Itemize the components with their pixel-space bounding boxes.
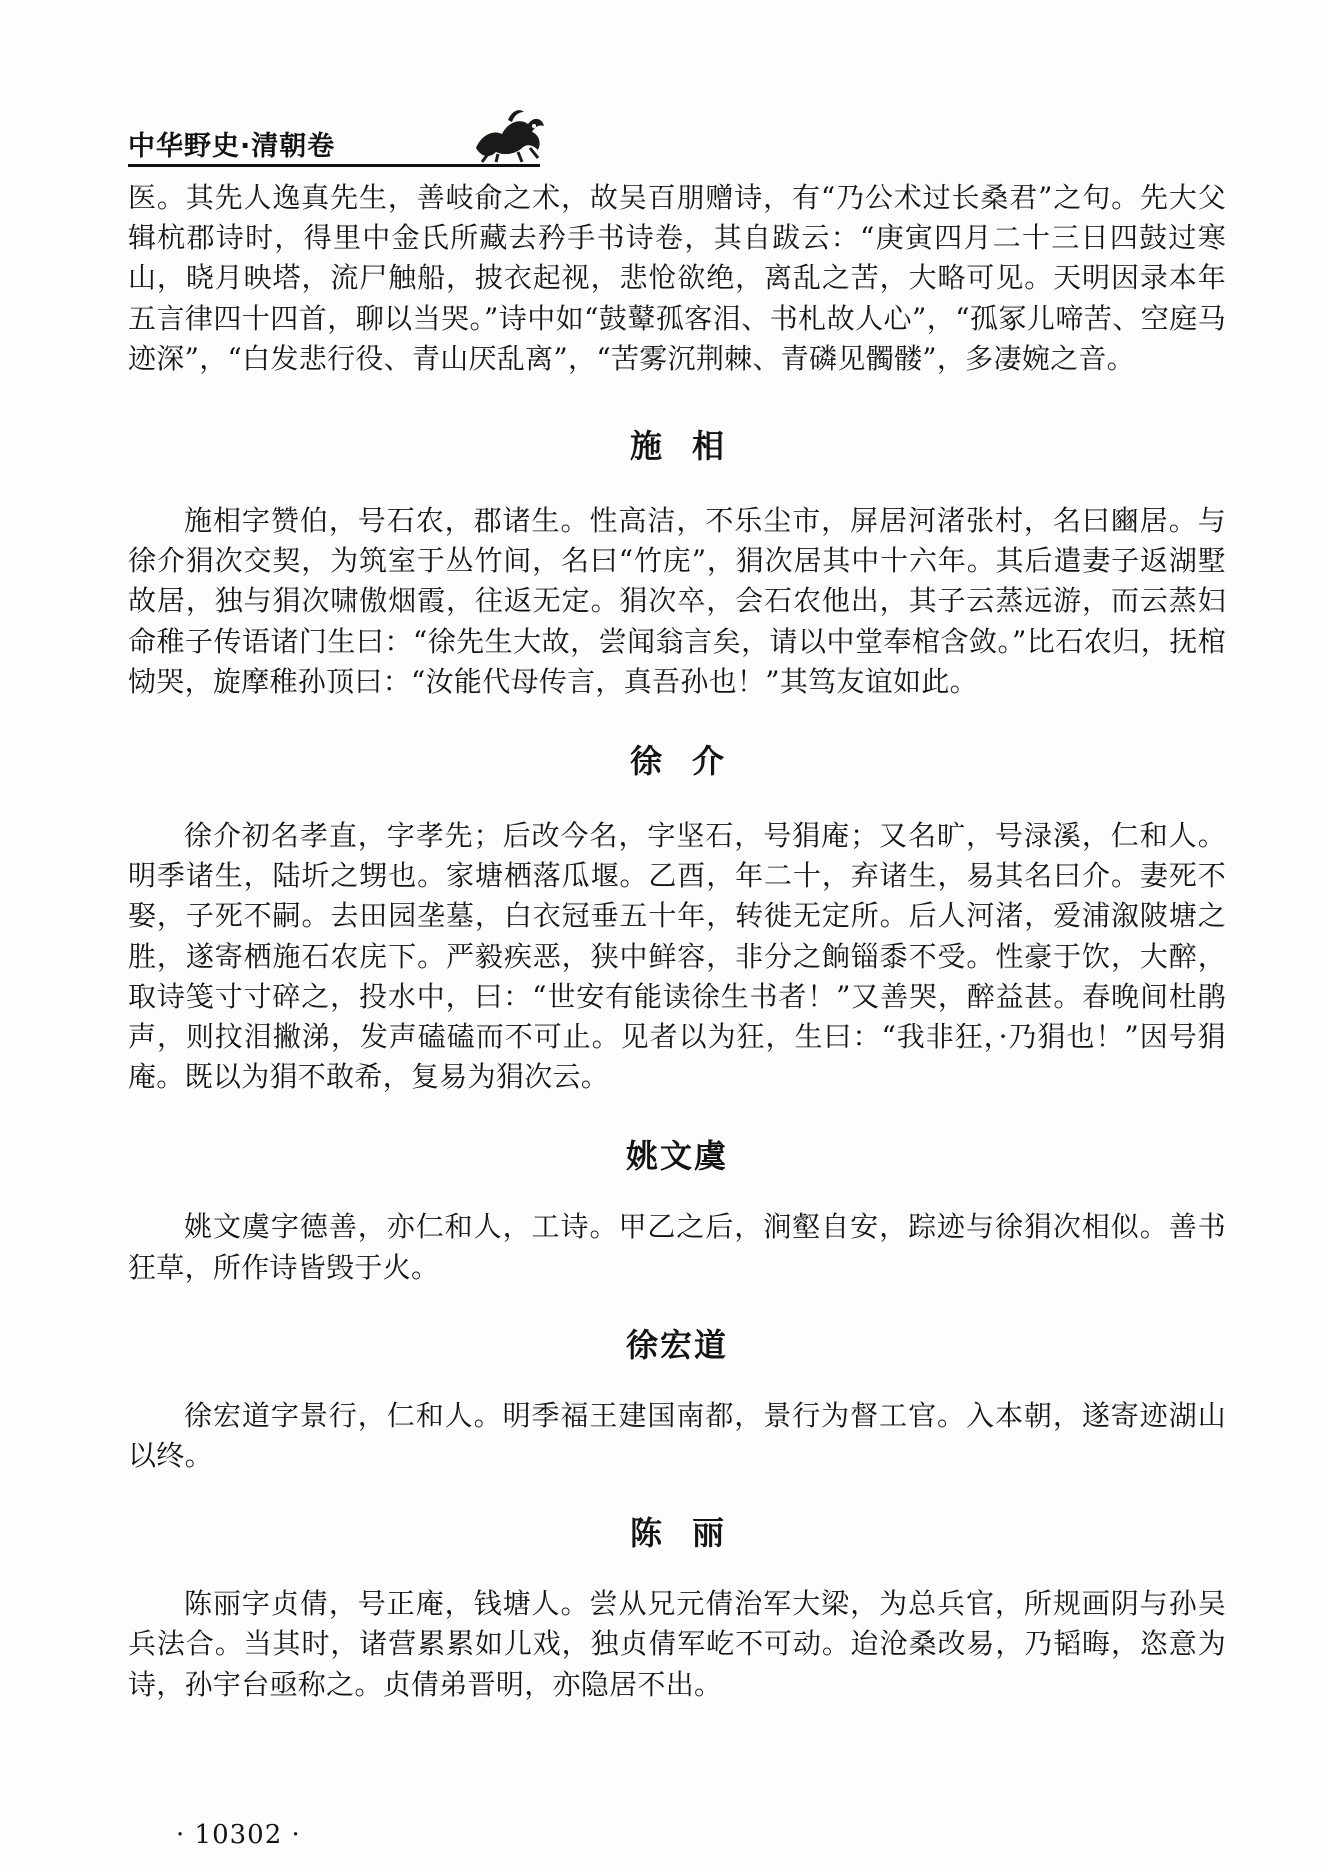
dragon-logo-icon	[468, 104, 550, 164]
paragraph: 姚文虞字德善，亦仁和人，工诗。甲乙之后，涧壑自安，踪迹与徐狷次相似。善书狂草，所作诗皆毁于火。	[128, 1210, 1226, 1284]
section-heading: 陈丽	[629, 1514, 754, 1553]
section-heading: 徐介	[629, 742, 754, 781]
paragraph-continued: 医。其先人逸真先生，善岐俞之术，故吴百朋赠诗，有“乃公术过长桑君”之句。先大父辑杭郡诗时，得里中金氏所藏去矜手书诗卷，其自跋云：“庚寅四月二十三日四鼓过寒山，晓月映塔，流尸触船，披衣起视，悲怆欲绝，离乱之苦，大略可见。天明因录本年五言律四十四首，聊以当哭。”诗中如“鼓鼙孤客泪、书札故人心”，“孤冢儿啼苦、空庭马迹深”，“白发悲行役、青山厌乱离”，“苦雾沉荆棘、青磷见髑髅”，多凄婉之音。	[128, 181, 1226, 375]
running-header	[128, 118, 540, 170]
section-heading: 徐宏道	[625, 1325, 728, 1364]
header-rule	[128, 164, 540, 167]
page-number: · 10302 ·	[176, 1820, 301, 1850]
section-heading: 施相	[629, 427, 754, 466]
paragraph: 徐介初名孝直，字孝先；后改今名，字坚石，号狷庵；又名旷，号渌溪，仁和人。明季诸生，陆圻之甥也。家塘栖落瓜堰。乙酉，年二十，弃诸生，易其名曰介。妻死不娶，子死不嗣。去田园垄墓，白衣冠垂五十年，转徙无定所。后人河渚，爱浦溆陂塘之胜，遂寄栖施石农庑下。严毅疾恶，狭中鲜容，非分之餉锱黍不受。性豪于饮，大醉，取诗笺寸寸碎之，投水中，曰：“世安有能读徐生书者！”又善哭，醉益甚。春晚间杜鹃声，则抆泪撇涕，发声磕磕而不可止。见者以为狂，生曰：“我非狂，·乃狷也！”因号狷庵。既以为狷不敢希，复易为狷次云。	[128, 819, 1226, 1094]
paragraph: 施相字赞伯，号石农，郡诸生。性高洁，不乐尘市，屏居河渚张村，名曰豳居。与徐介狷次交契，为筑室于丛竹间，名曰“竹庑”，狷次居其中十六年。其后遣妻子返湖墅故居，独与狷次啸傲烟霞，往返无定。狷次卒，会石农他出，其子云蒸远游，而云蒸妇命稚子传语诸门生曰：“徐先生大故，尝闻翁言矣，请以中堂奉棺含敛。”比石农归，抚棺恸哭，旋摩稚孙顶曰：“汝能代母传言，真吾孙也！”其笃友谊如此。	[128, 504, 1226, 698]
paragraph: 徐宏道字景行，仁和人。明季福王建国南都，景行为督工官。入本朝，遂寄迹湖山以终。	[128, 1398, 1226, 1473]
section-heading: 姚文虞	[625, 1137, 728, 1176]
page-content	[128, 178, 1226, 1705]
paragraph: 陈丽字贞倩，号正庵，钱塘人。尝从兄元倩治军大梁，为总兵官，所规画阴与孙吴兵法合。当其时，诸营累累如儿戏，独贞倩军屹不可动。迨沧桑改易，乃韬晦，恣意为诗，孙宇台亟称之。贞倩弟晋明，亦隐居不出。	[128, 1587, 1226, 1701]
book-title: 中华野史·清朝卷	[128, 131, 336, 162]
